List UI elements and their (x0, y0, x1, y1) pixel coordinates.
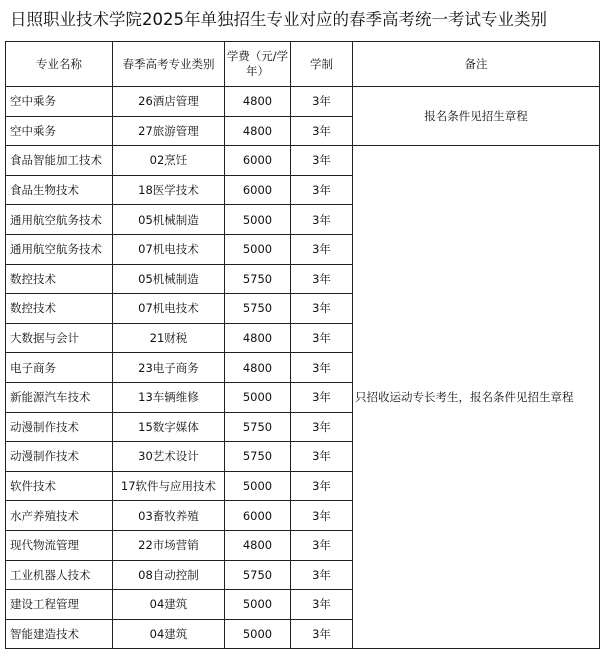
major-cell: 食品生物技术 (6, 175, 113, 205)
duration-cell: 3年 (291, 619, 353, 649)
duration-cell: 3年 (291, 560, 353, 590)
fee-cell: 4800 (225, 530, 291, 560)
fee-cell: 5000 (225, 471, 291, 501)
major-cell: 水产养殖技术 (6, 501, 113, 531)
fee-cell: 6000 (225, 146, 291, 176)
fee-cell: 5000 (225, 382, 291, 412)
fee-cell: 5000 (225, 234, 291, 264)
fee-cell: 4800 (225, 353, 291, 383)
note-cell-group1: 报名条件见招生章程 (353, 87, 600, 146)
duration-cell: 3年 (291, 234, 353, 264)
major-cell: 现代物流管理 (6, 530, 113, 560)
header-note: 备注 (353, 42, 600, 87)
fee-cell: 5750 (225, 264, 291, 294)
major-cell: 动漫制作技术 (6, 442, 113, 472)
category-cell: 15数字媒体 (113, 412, 225, 442)
header-fee: 学费（元/学年） (225, 42, 291, 87)
category-cell: 08自动控制 (113, 560, 225, 590)
page-title: 日照职业技术学院2025年单独招生专业对应的春季高考统一考试专业类别 (10, 10, 547, 29)
major-cell: 通用航空航务技术 (6, 234, 113, 264)
table-row (6, 87, 600, 117)
duration-cell: 3年 (291, 353, 353, 383)
duration-cell: 3年 (291, 175, 353, 205)
fee-cell: 5000 (225, 205, 291, 235)
category-cell: 30艺术设计 (113, 442, 225, 472)
duration-cell: 3年 (291, 471, 353, 501)
table-row (6, 146, 600, 176)
duration-cell: 3年 (291, 501, 353, 531)
category-cell: 26酒店管理 (113, 87, 225, 117)
category-cell: 02烹饪 (113, 146, 225, 176)
major-cell: 大数据与会计 (6, 323, 113, 353)
category-cell: 05机械制造 (113, 205, 225, 235)
duration-cell: 3年 (291, 294, 353, 324)
major-cell: 数控技术 (6, 294, 113, 324)
major-cell: 动漫制作技术 (6, 412, 113, 442)
table-header-row (6, 42, 600, 87)
duration-cell: 3年 (291, 264, 353, 294)
category-cell: 05机械制造 (113, 264, 225, 294)
major-cell: 空中乘务 (6, 116, 113, 146)
fee-cell: 5750 (225, 560, 291, 590)
duration-cell: 3年 (291, 323, 353, 353)
header-major: 专业名称 (6, 42, 113, 87)
majors-table (5, 41, 600, 649)
duration-cell: 3年 (291, 590, 353, 620)
header-duration: 学制 (291, 42, 353, 87)
fee-cell: 5750 (225, 412, 291, 442)
major-cell: 数控技术 (6, 264, 113, 294)
category-cell: 23电子商务 (113, 353, 225, 383)
category-cell: 07机电技术 (113, 294, 225, 324)
major-cell: 通用航空航务技术 (6, 205, 113, 235)
category-cell: 03畜牧养殖 (113, 501, 225, 531)
fee-cell: 4800 (225, 323, 291, 353)
category-cell: 04建筑 (113, 619, 225, 649)
duration-cell: 3年 (291, 116, 353, 146)
duration-cell: 3年 (291, 205, 353, 235)
category-cell: 27旅游管理 (113, 116, 225, 146)
duration-cell: 3年 (291, 442, 353, 472)
category-cell: 13车辆维修 (113, 382, 225, 412)
fee-cell: 4800 (225, 116, 291, 146)
category-cell: 04建筑 (113, 590, 225, 620)
header-category: 春季高考专业类别 (113, 42, 225, 87)
duration-cell: 3年 (291, 412, 353, 442)
table-body (6, 87, 600, 649)
major-cell: 软件技术 (6, 471, 113, 501)
duration-cell: 3年 (291, 530, 353, 560)
fee-cell: 4800 (225, 87, 291, 117)
category-cell: 17软件与应用技术 (113, 471, 225, 501)
major-cell: 空中乘务 (6, 87, 113, 117)
major-cell: 食品智能加工技术 (6, 146, 113, 176)
major-cell: 新能源汽车技术 (6, 382, 113, 412)
major-cell: 电子商务 (6, 353, 113, 383)
category-cell: 21财税 (113, 323, 225, 353)
fee-cell: 6000 (225, 175, 291, 205)
fee-cell: 5000 (225, 590, 291, 620)
duration-cell: 3年 (291, 146, 353, 176)
major-cell: 智能建造技术 (6, 619, 113, 649)
category-cell: 22市场营销 (113, 530, 225, 560)
major-cell: 工业机器人技术 (6, 560, 113, 590)
fee-cell: 5750 (225, 294, 291, 324)
category-cell: 07机电技术 (113, 234, 225, 264)
duration-cell: 3年 (291, 87, 353, 117)
fee-cell: 5000 (225, 619, 291, 649)
note-cell-group2: 只招收运动专长考生，报名条件见招生章程 (353, 146, 600, 649)
duration-cell: 3年 (291, 382, 353, 412)
fee-cell: 6000 (225, 501, 291, 531)
major-cell: 建设工程管理 (6, 590, 113, 620)
category-cell: 18医学技术 (113, 175, 225, 205)
fee-cell: 5750 (225, 442, 291, 472)
